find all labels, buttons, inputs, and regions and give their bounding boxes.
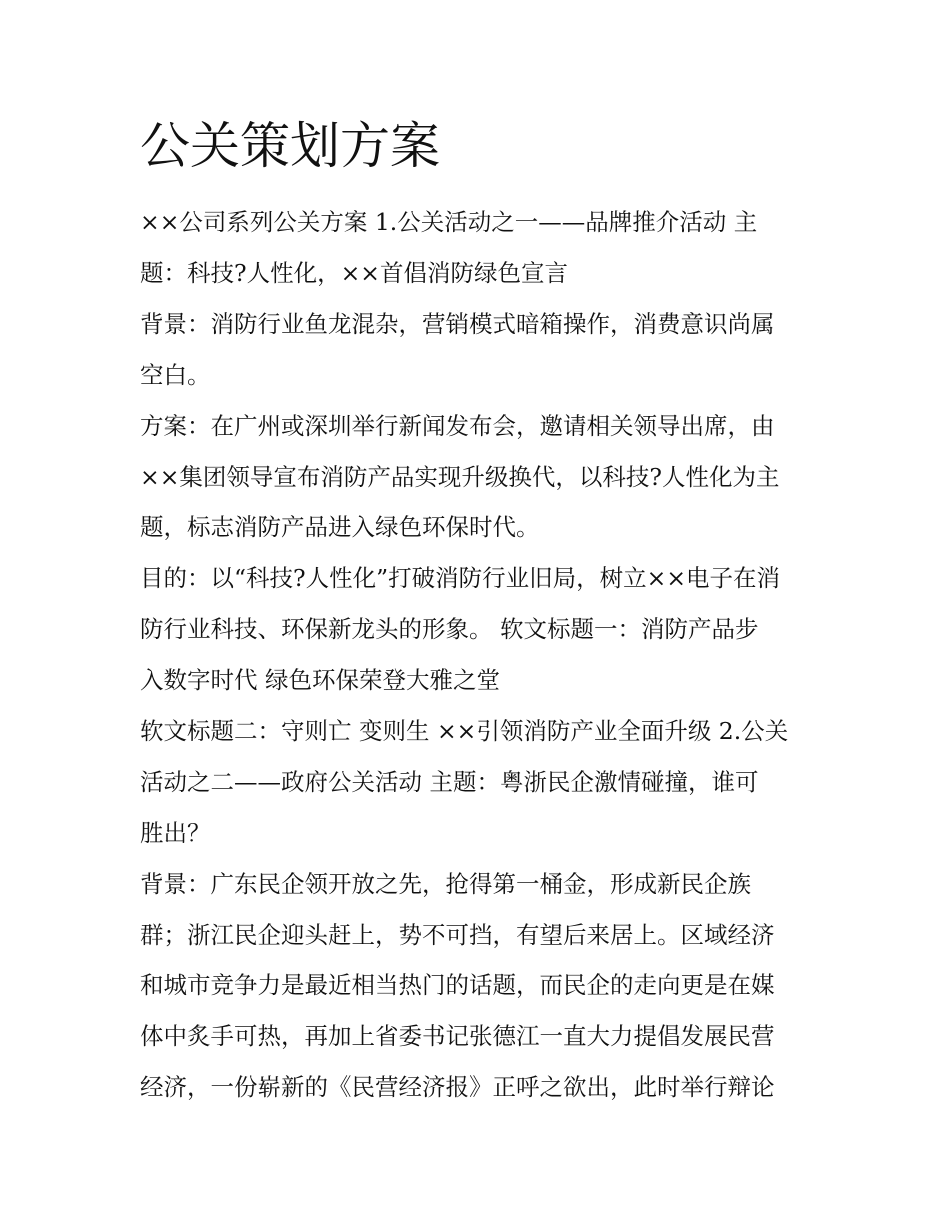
body-line: 群；浙江民企迎头赶上，势不可挡，有望后来居上。区域经济	[140, 921, 775, 949]
body-line: 胜出？	[140, 819, 211, 847]
body-line: 防行业科技、环保新龙头的形象。 软文标题一：消防产品步	[140, 615, 759, 643]
body-line: 经济，一份崭新的《民营经济报》正呼之欲出，此时举行辩论	[140, 1073, 775, 1101]
body-line: ××公司系列公关方案 1.公关活动之一——品牌推介活动 主	[140, 208, 758, 236]
body-line: 和城市竞争力是最近相当热门的话题，而民企的走向更是在媒	[140, 971, 775, 999]
body-line: 目的：以“科技?人性化”打破消防行业旧局，树立××电子在消	[140, 564, 781, 592]
body-line: 体中炙手可热，再加上省委书记张德江一直大力提倡发展民营	[140, 1022, 775, 1050]
body-line: 方案：在广州或深圳举行新闻发布会，邀请相关领导出席，由	[140, 412, 775, 440]
body-line: 题：科技?人性化，××首倡消防绿色宣言	[140, 259, 568, 287]
document-title: 公关策划方案	[140, 117, 440, 175]
body-line: 背景：广东民企领开放之先，抢得第一桶金，形成新民企族	[140, 870, 751, 898]
body-line: 入数字时代 绿色环保荣登大雅之堂	[140, 666, 500, 694]
body-line: 背景：消防行业鱼龙混杂，营销模式暗箱操作，消费意识尚属	[140, 310, 775, 338]
body-line: 空白。	[140, 361, 211, 389]
body-line: 活动之二——政府公关活动 主题：粤浙民企激情碰撞，谁可	[140, 768, 759, 796]
body-line: ××集团领导宣布消防产品实现升级换代，以科技?人性化为主	[140, 463, 780, 491]
body-line: 题，标志消防产品进入绿色环保时代。	[140, 513, 540, 541]
body-line: 软文标题二：守则亡 变则生 ××引领消防产业全面升级 2.公关	[140, 717, 789, 745]
